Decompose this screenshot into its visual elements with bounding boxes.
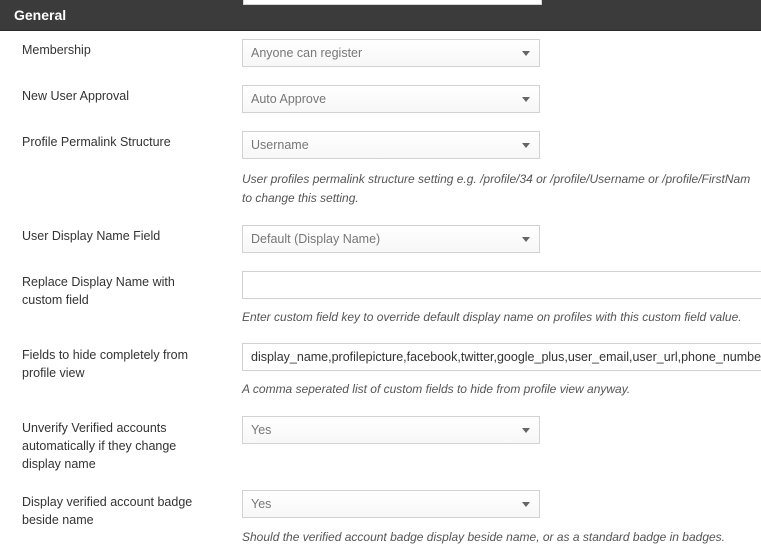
- chevron-down-icon: [522, 428, 530, 433]
- unverify-value: Yes: [251, 423, 272, 437]
- membership-label: Membership: [22, 43, 91, 57]
- permalink-structure-value: Username: [251, 138, 309, 152]
- hidden-fields-label-line1: Fields to hide completely from: [22, 348, 189, 362]
- hidden-fields-input[interactable]: display_name,profilepicture,facebook,twitter,google_plus,user_email,user_url,phone_numbe: [242, 343, 761, 371]
- hidden-fields-label-line2: profile view: [22, 366, 85, 380]
- section-title: General: [14, 7, 67, 23]
- new-user-approval-select[interactable]: [242, 85, 540, 113]
- unverify-select[interactable]: [242, 416, 540, 444]
- unverify-label-line3: display name: [22, 457, 96, 471]
- chevron-down-icon: [522, 51, 530, 56]
- chevron-down-icon: [522, 237, 530, 242]
- chevron-down-icon: [522, 143, 530, 148]
- membership-select[interactable]: [242, 39, 540, 67]
- replace-display-name-label-line2: custom field: [22, 293, 89, 307]
- section-header: [0, 0, 761, 31]
- hidden-fields-help: A comma seperated list of custom fields to hide from profile view anyway.: [242, 382, 631, 396]
- replace-display-name-label: [22, 273, 175, 309]
- new-user-approval-label: New User Approval: [22, 89, 129, 103]
- display-name-field-value: Default (Display Name): [251, 232, 381, 246]
- display-name-field-select[interactable]: [242, 225, 540, 253]
- new-user-approval-value: Auto Approve: [251, 92, 327, 106]
- custom-field-key-input[interactable]: [242, 271, 761, 299]
- unverify-label: [22, 419, 176, 473]
- unverify-label-line1: Unverify Verified accounts: [22, 421, 167, 435]
- custom-field-key-help: Enter custom field key to override default display name on profiles with this custom field value.: [242, 310, 742, 324]
- verified-badge-help: Should the verified account badge display beside name, or as a standard badge in badges.: [242, 530, 725, 544]
- chevron-down-icon: [522, 502, 530, 507]
- verified-badge-label-line1: Display verified account badge: [22, 495, 193, 509]
- replace-display-name-label-line1: Replace Display Name with: [22, 275, 175, 289]
- hidden-fields-label: [22, 346, 188, 382]
- chevron-down-icon: [522, 97, 530, 102]
- permalink-help-line1: User profiles permalink structure setting e.g. /profile/34 or /profile/Username or /profile/FirstNam: [242, 172, 751, 186]
- verified-badge-label-line2: beside name: [22, 513, 94, 527]
- permalink-structure-label: Profile Permalink Structure: [22, 135, 171, 149]
- permalink-help-line2: to change this setting.: [242, 191, 359, 205]
- previous-field-edge: [243, 0, 542, 5]
- membership-value: Anyone can register: [251, 46, 363, 60]
- verified-badge-label: [22, 493, 192, 529]
- display-name-field-label: User Display Name Field: [22, 229, 161, 243]
- unverify-label-line2: automatically if they change: [22, 439, 177, 453]
- verified-badge-select[interactable]: [242, 490, 540, 518]
- permalink-structure-select[interactable]: [242, 131, 540, 159]
- verified-badge-value: Yes: [251, 497, 272, 511]
